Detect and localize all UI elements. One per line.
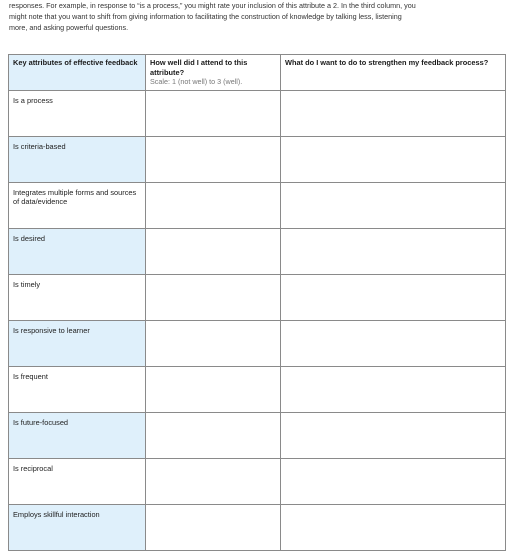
- attribute-cell: Is a process: [9, 90, 146, 136]
- attribute-cell: Is criteria-based: [9, 136, 146, 182]
- instructions-line: responses. For example, in response to “is a process,” you might rate your inclusion of this attribute a 2. In the third column, you: [9, 1, 416, 10]
- table-row: [9, 504, 506, 550]
- table-row: [9, 458, 506, 504]
- table-row: [9, 274, 506, 320]
- attribute-cell: Is responsive to learner: [9, 320, 146, 366]
- header-rating: [146, 55, 281, 91]
- plan-cell[interactable]: [281, 274, 506, 320]
- plan-cell[interactable]: [281, 90, 506, 136]
- rating-cell[interactable]: [146, 228, 281, 274]
- plan-cell[interactable]: [281, 320, 506, 366]
- header-rating-scale: Scale: 1 (not well) to 3 (well).: [150, 77, 243, 86]
- instructions-line: more, and asking powerful questions.: [9, 23, 129, 32]
- instructions-paragraph: [9, 0, 509, 33]
- rating-cell[interactable]: [146, 136, 281, 182]
- plan-cell[interactable]: [281, 504, 506, 550]
- attribute-cell: Is timely: [9, 274, 146, 320]
- rating-cell[interactable]: [146, 90, 281, 136]
- plan-cell[interactable]: [281, 182, 506, 228]
- table-row: [9, 412, 506, 458]
- plan-cell[interactable]: [281, 458, 506, 504]
- attribute-cell: Is future-focused: [9, 412, 146, 458]
- plan-cell[interactable]: [281, 136, 506, 182]
- rating-cell[interactable]: [146, 412, 281, 458]
- attribute-cell: Integrates multiple forms and sources of data/evidence: [9, 182, 146, 228]
- attribute-cell: Is frequent: [9, 366, 146, 412]
- table-row: [9, 182, 506, 228]
- attribute-cell: Is reciprocal: [9, 458, 146, 504]
- instructions-line: might note that you want to shift from giving information to facilitating the construction of knowledge by talking less, listening: [9, 12, 402, 21]
- rating-cell[interactable]: [146, 274, 281, 320]
- table-row: [9, 228, 506, 274]
- plan-cell[interactable]: [281, 228, 506, 274]
- attribute-cell: Is desired: [9, 228, 146, 274]
- table-header-row: [9, 55, 506, 91]
- table-row: [9, 90, 506, 136]
- attribute-cell: Employs skillful interaction: [9, 504, 146, 550]
- header-key-attributes: Key attributes of effective feedback: [9, 55, 146, 91]
- table-row: [9, 366, 506, 412]
- table-row: [9, 136, 506, 182]
- plan-cell[interactable]: [281, 366, 506, 412]
- rating-cell[interactable]: [146, 182, 281, 228]
- table-row: [9, 320, 506, 366]
- header-plan: What do I want to do to strengthen my feedback process?: [281, 55, 506, 91]
- rating-cell[interactable]: [146, 366, 281, 412]
- rating-cell[interactable]: [146, 320, 281, 366]
- header-rating-label: How well did I attend to this attribute?: [150, 58, 248, 77]
- rating-cell[interactable]: [146, 458, 281, 504]
- plan-cell[interactable]: [281, 412, 506, 458]
- rating-cell[interactable]: [146, 504, 281, 550]
- feedback-attributes-table: [8, 54, 506, 551]
